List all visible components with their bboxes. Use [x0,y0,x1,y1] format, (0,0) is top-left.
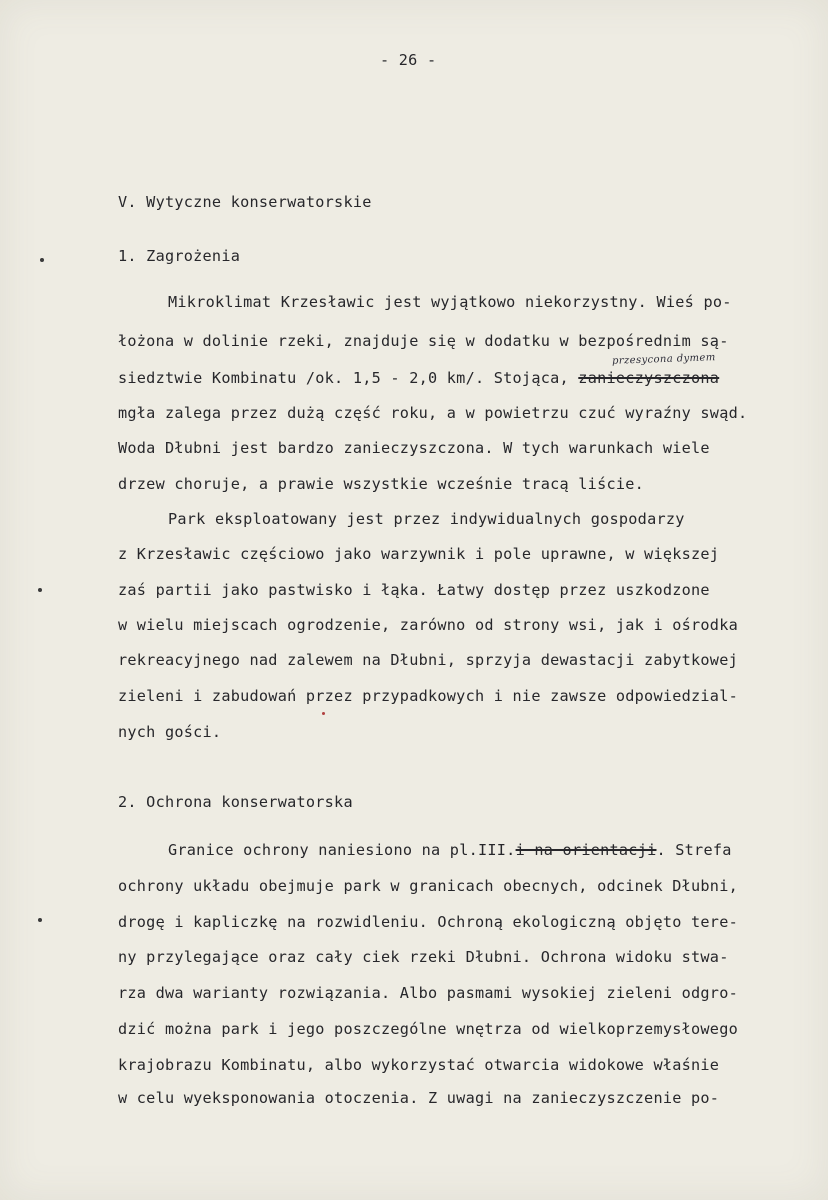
handwritten-correction: przesycona dymem [611,352,716,367]
text-line: rekreacyjnego nad zalewem na Dłubni, sprzyja dewastacji zabytkowej [118,651,738,669]
section-title: V. Wytyczne konserwatorskie [118,193,372,211]
text-line: Mikroklimat Krzesławic jest wyjątkowo niekorzystny. Wieś po- [168,293,732,311]
text-line: w celu wyeksponowania otoczenia. Z uwagi na zanieczyszczenie po- [118,1089,720,1107]
text-line: z Krzesławic częściowo jako warzywnik i pole uprawne, w większej [118,545,720,563]
text-line: rza dwa warianty rozwiązania. Albo pasmami wysokiej zieleni odgro- [118,984,738,1002]
struck-text: zanieczyszczona [578,369,720,387]
text-segment: Granice ochrony naniesiono na pl.III. [168,841,516,859]
text-line: zieleni i zabudowań przez przypadkowych i nie zawsze odpowiedzial- [118,687,738,705]
text-line [168,840,732,860]
text-line: dzić można park i jego poszczególne wnętrza od wielkoprzemysłowego [118,1020,738,1038]
margin-mark [38,918,42,922]
text-line: Woda Dłubni jest bardzo zanieczyszczona. W tych warunkach wiele [118,439,710,457]
subsection-title: 2. Ochrona konserwatorska [118,793,353,811]
struck-text: i na orientacji [515,841,657,859]
page-number: - 26 - [380,51,437,69]
text-line: ochrony układu obejmuje park w granicach obecnych, odcinek Dłubni, [118,877,738,895]
margin-mark [40,258,44,262]
text-line: w wielu miejscach ogrodzenie, zarówno od strony wsi, jak i ośrodka [118,616,738,634]
text-line [118,368,719,388]
margin-mark [322,712,325,715]
text-line: drogę i kapliczkę na rozwidleniu. Ochroną ekologiczną objęto tere- [118,913,738,931]
text-line: ny przylegające oraz cały ciek rzeki Dłubni. Ochrona widoku stwa- [118,948,729,966]
text-segment: siedztwie Kombinatu /ok. 1,5 - 2,0 km/. Stojąca, [118,369,579,387]
margin-mark [38,588,42,592]
subsection-title: 1. Zagrożenia [118,247,241,265]
text-line: Park eksploatowany jest przez indywidualnych gospodarzy [168,510,685,528]
text-line: mgła zalega przez dużą część roku, a w powietrzu czuć wyraźny swąd. [118,404,748,422]
text-line: krajobrazu Kombinatu, albo wykorzystać otwarcia widokowe właśnie [118,1056,720,1074]
text-line: drzew choruje, a prawie wszystkie wcześnie tracą liście. [118,475,645,493]
text-line: łożona w dolinie rzeki, znajduje się w dodatku w bezpośrednim są- [118,332,729,350]
text-segment: . Strefa [656,841,732,859]
text-line: zaś partii jako pastwisko i łąka. Łatwy dostęp przez uszkodzone [118,581,710,599]
text-line: nych gości. [118,723,222,741]
